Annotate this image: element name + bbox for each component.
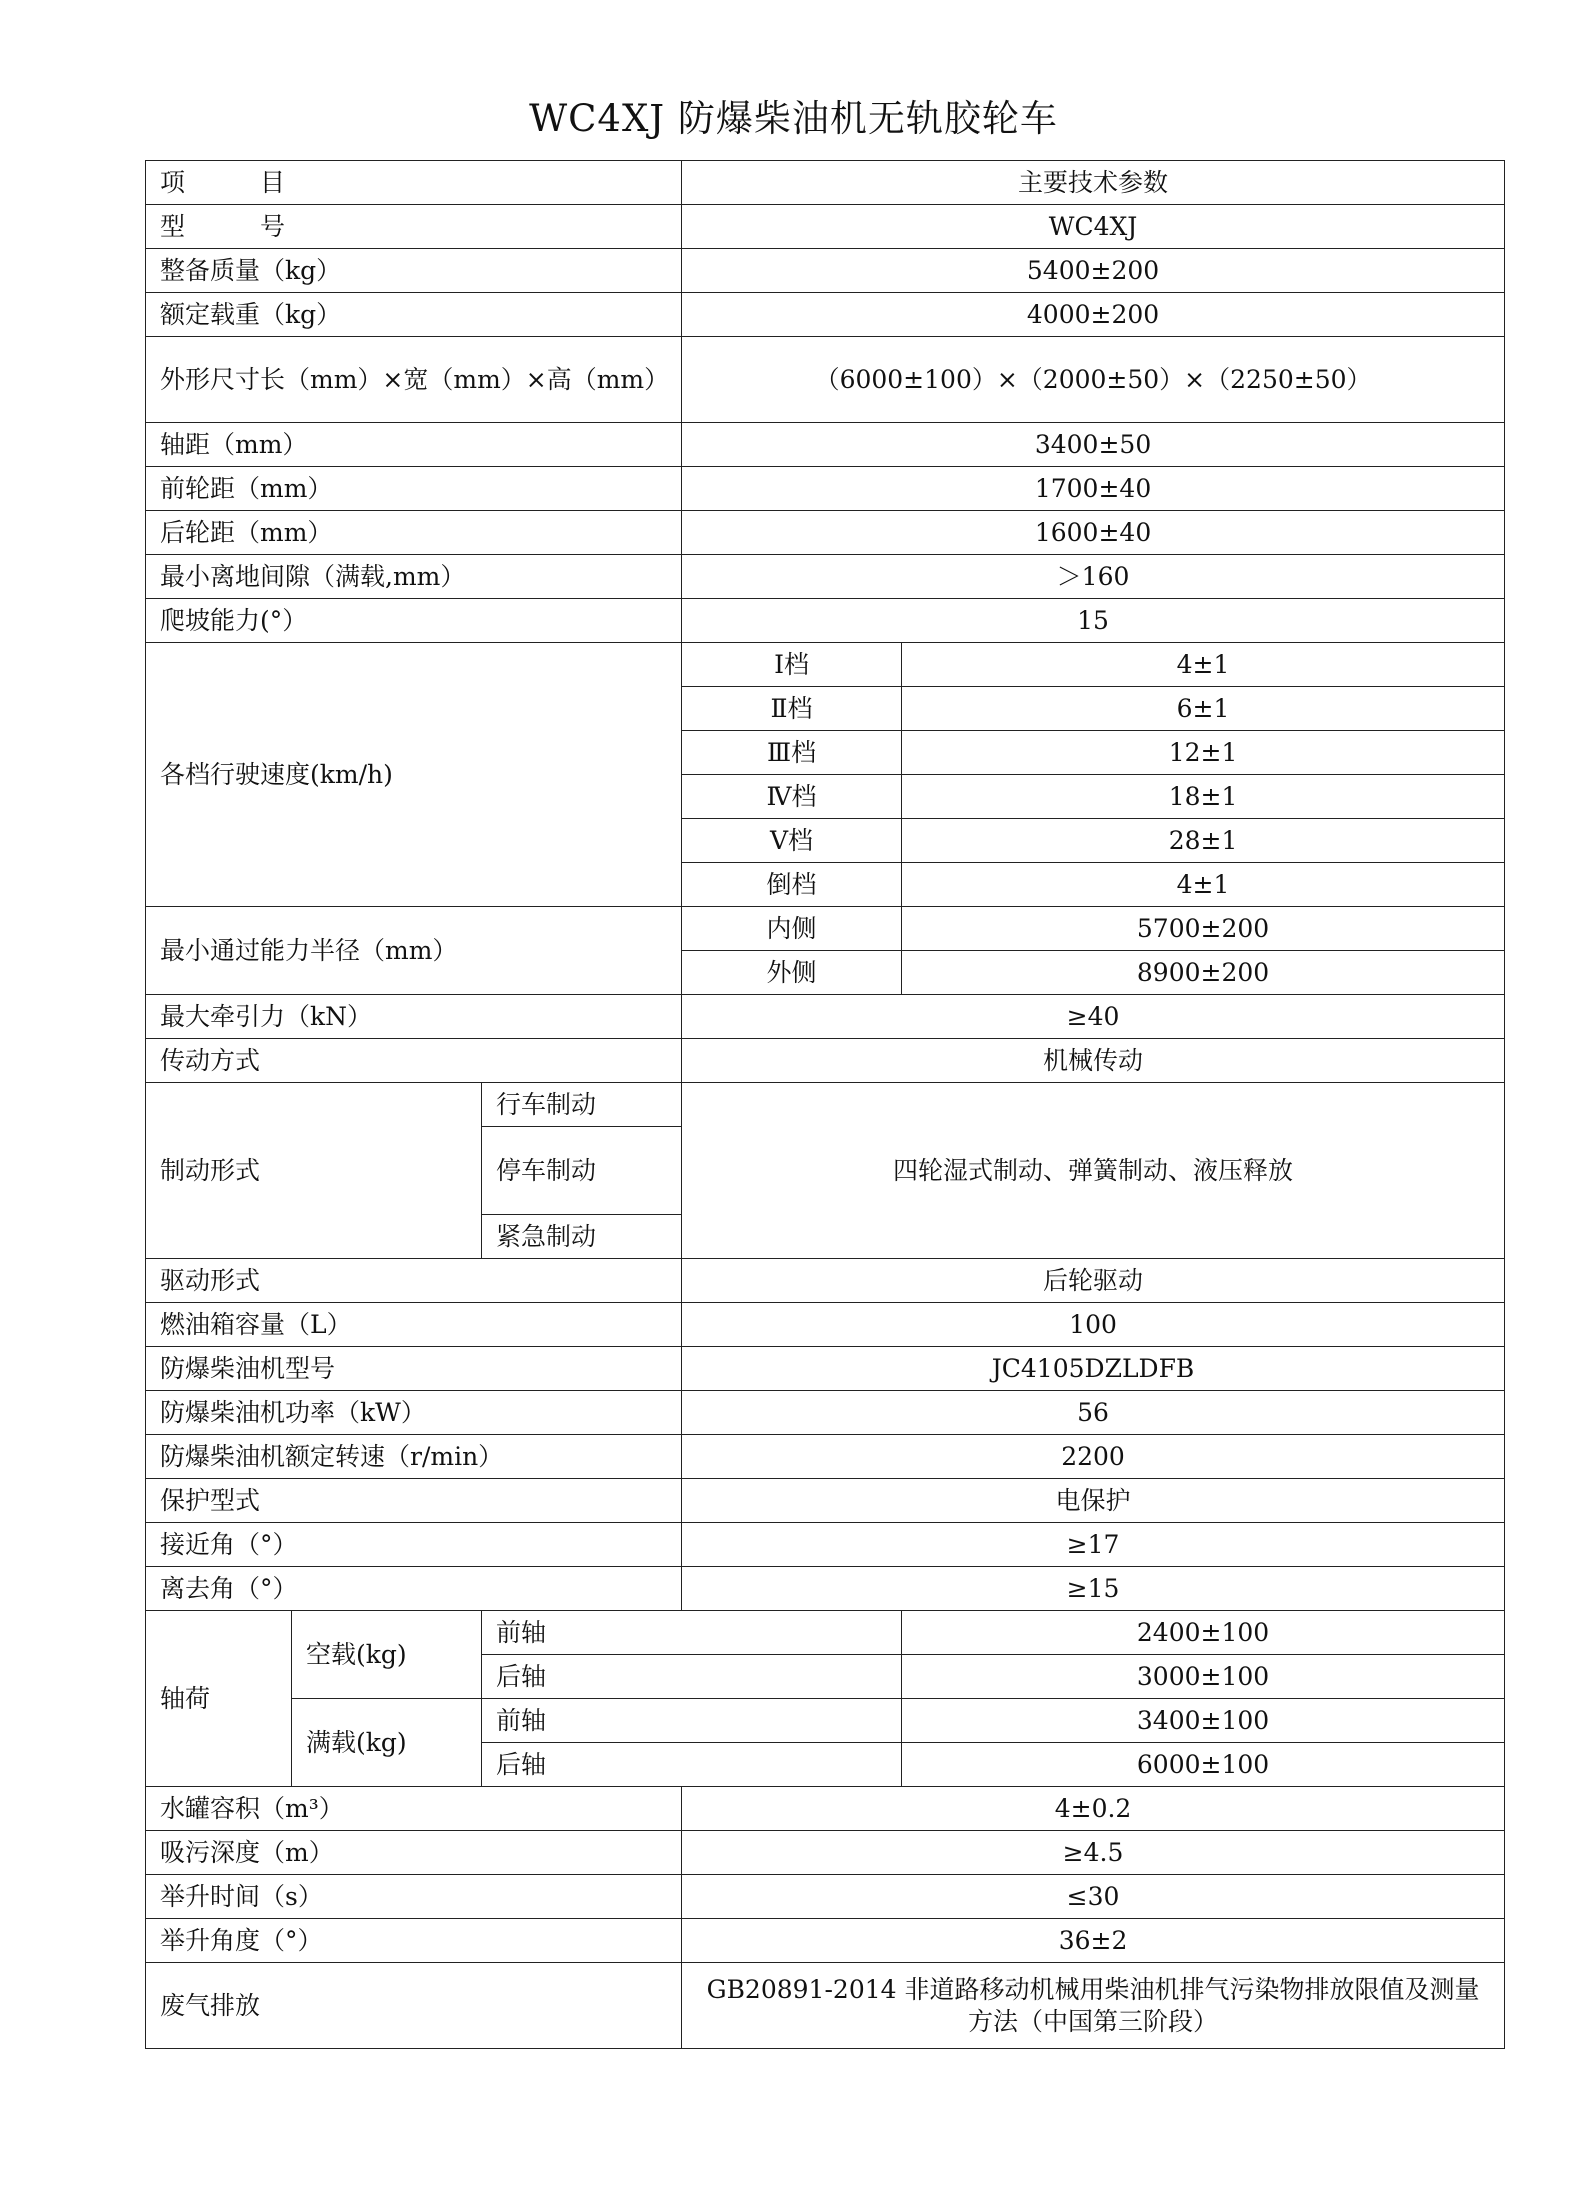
table-row bbox=[146, 205, 1505, 249]
row-label: 举升时间（s） bbox=[146, 1875, 682, 1919]
row-value: 100 bbox=[682, 1303, 1505, 1347]
table-row bbox=[146, 1611, 1505, 1655]
table-row bbox=[146, 995, 1505, 1039]
row-label: 制动形式 bbox=[146, 1083, 482, 1259]
gear-value: 4±1 bbox=[902, 863, 1505, 907]
table-row bbox=[146, 599, 1505, 643]
axle-load-condition: 空载(kg) bbox=[292, 1611, 482, 1699]
row-value: 3400±50 bbox=[682, 423, 1505, 467]
row-value: 4000±200 bbox=[682, 293, 1505, 337]
table-row bbox=[146, 1083, 1505, 1127]
gear-label: 倒档 bbox=[682, 863, 902, 907]
row-value: ≥40 bbox=[682, 995, 1505, 1039]
row-label: 额定载重（kg） bbox=[146, 293, 682, 337]
table-row bbox=[146, 1963, 1505, 2049]
row-label: 防爆柴油机额定转速（r/min） bbox=[146, 1435, 682, 1479]
row-label: 型 号 bbox=[146, 205, 682, 249]
row-label: 爬坡能力(°） bbox=[146, 599, 682, 643]
row-label: 接近角（°） bbox=[146, 1523, 682, 1567]
spec-table bbox=[145, 160, 1505, 2049]
header-param: 主要技术参数 bbox=[682, 161, 1505, 205]
axle-label: 前轴 bbox=[482, 1611, 902, 1655]
table-header-row bbox=[146, 161, 1505, 205]
row-label: 防爆柴油机型号 bbox=[146, 1347, 682, 1391]
radius-value: 5700±200 bbox=[902, 907, 1505, 951]
gear-label: Ⅴ档 bbox=[682, 819, 902, 863]
document-title: WC4XJ 防爆柴油机无轨胶轮车 bbox=[529, 97, 1058, 140]
table-row bbox=[146, 1347, 1505, 1391]
row-value: 56 bbox=[682, 1391, 1505, 1435]
table-row bbox=[146, 1303, 1505, 1347]
brake-type: 停车制动 bbox=[482, 1127, 682, 1215]
row-value: 36±2 bbox=[682, 1919, 1505, 1963]
axle-value: 2400±100 bbox=[902, 1611, 1505, 1655]
row-value: 四轮湿式制动、弹簧制动、液压释放 bbox=[682, 1083, 1505, 1259]
table-row bbox=[146, 1523, 1505, 1567]
table-row bbox=[146, 511, 1505, 555]
table-row bbox=[146, 1479, 1505, 1523]
row-value: WC4XJ bbox=[682, 205, 1505, 249]
row-value: ≤30 bbox=[682, 1875, 1505, 1919]
radius-side: 内侧 bbox=[682, 907, 902, 951]
row-label: 各档行驶速度(km/h) bbox=[146, 643, 682, 907]
gear-value: 28±1 bbox=[902, 819, 1505, 863]
row-value: GB20891-2014 非道路移动机械用柴油机排气污染物排放限值及测量方法（中国第三阶段） bbox=[682, 1963, 1505, 2049]
row-label: 最大牵引力（kN） bbox=[146, 995, 682, 1039]
header-item: 项 目 bbox=[146, 161, 682, 205]
row-label: 最小离地间隙（满载,mm） bbox=[146, 555, 682, 599]
table-row bbox=[146, 1259, 1505, 1303]
row-value: 4±0.2 bbox=[682, 1787, 1505, 1831]
row-value: 后轮驱动 bbox=[682, 1259, 1505, 1303]
row-value: （6000±100）×（2000±50）×（2250±50） bbox=[682, 337, 1505, 423]
gear-label: Ⅰ档 bbox=[682, 643, 902, 687]
radius-side: 外侧 bbox=[682, 951, 902, 995]
table-row bbox=[146, 1435, 1505, 1479]
row-label: 后轮距（mm） bbox=[146, 511, 682, 555]
gear-value: 6±1 bbox=[902, 687, 1505, 731]
row-label: 前轮距（mm） bbox=[146, 467, 682, 511]
table-row bbox=[146, 1567, 1505, 1611]
gear-label: Ⅲ档 bbox=[682, 731, 902, 775]
table-row bbox=[146, 555, 1505, 599]
row-label: 最小通过能力半径（mm） bbox=[146, 907, 682, 995]
row-value: JC4105DZLDFB bbox=[682, 1347, 1505, 1391]
row-value: 1600±40 bbox=[682, 511, 1505, 555]
axle-load-condition: 满载(kg) bbox=[292, 1699, 482, 1787]
gear-value: 12±1 bbox=[902, 731, 1505, 775]
table-row bbox=[146, 1875, 1505, 1919]
row-label: 传动方式 bbox=[146, 1039, 682, 1083]
table-row bbox=[146, 467, 1505, 511]
row-value: 电保护 bbox=[682, 1479, 1505, 1523]
row-label: 燃油箱容量（L） bbox=[146, 1303, 682, 1347]
axle-label: 后轴 bbox=[482, 1655, 902, 1699]
row-value: 机械传动 bbox=[682, 1039, 1505, 1083]
row-value: ≥15 bbox=[682, 1567, 1505, 1611]
gear-value: 4±1 bbox=[902, 643, 1505, 687]
gear-value: 18±1 bbox=[902, 775, 1505, 819]
row-value: 2200 bbox=[682, 1435, 1505, 1479]
row-value: ≥17 bbox=[682, 1523, 1505, 1567]
row-label: 驱动形式 bbox=[146, 1259, 682, 1303]
table-row bbox=[146, 1831, 1505, 1875]
row-value: 15 bbox=[682, 599, 1505, 643]
table-row bbox=[146, 249, 1505, 293]
table-row bbox=[146, 1391, 1505, 1435]
table-row bbox=[146, 423, 1505, 467]
axle-value: 3000±100 bbox=[902, 1655, 1505, 1699]
brake-type: 紧急制动 bbox=[482, 1215, 682, 1259]
row-label: 废气排放 bbox=[146, 1963, 682, 2049]
row-label: 轴荷 bbox=[146, 1611, 292, 1787]
row-label: 轴距（mm） bbox=[146, 423, 682, 467]
row-value: 5400±200 bbox=[682, 249, 1505, 293]
row-label: 保护型式 bbox=[146, 1479, 682, 1523]
row-label: 举升角度（°） bbox=[146, 1919, 682, 1963]
table-row bbox=[146, 337, 1505, 423]
row-label: 水罐容积（m³） bbox=[146, 1787, 682, 1831]
radius-value: 8900±200 bbox=[902, 951, 1505, 995]
axle-value: 6000±100 bbox=[902, 1743, 1505, 1787]
table-row bbox=[146, 1919, 1505, 1963]
gear-label: Ⅳ档 bbox=[682, 775, 902, 819]
table-row bbox=[146, 293, 1505, 337]
row-label: 防爆柴油机功率（kW） bbox=[146, 1391, 682, 1435]
row-label: 离去角（°） bbox=[146, 1567, 682, 1611]
row-value: ≥4.5 bbox=[682, 1831, 1505, 1875]
axle-value: 3400±100 bbox=[902, 1699, 1505, 1743]
table-row bbox=[146, 643, 1505, 687]
row-value: ＞160 bbox=[682, 555, 1505, 599]
row-value: 1700±40 bbox=[682, 467, 1505, 511]
row-label: 整备质量（kg） bbox=[146, 249, 682, 293]
row-label: 外形尺寸长（mm）×宽（mm）×高（mm） bbox=[146, 337, 682, 423]
table-row bbox=[146, 907, 1505, 951]
brake-type: 行车制动 bbox=[482, 1083, 682, 1127]
axle-label: 后轴 bbox=[482, 1743, 902, 1787]
table-row bbox=[146, 1699, 1505, 1743]
table-row bbox=[146, 1787, 1505, 1831]
axle-label: 前轴 bbox=[482, 1699, 902, 1743]
gear-label: Ⅱ档 bbox=[682, 687, 902, 731]
table-row bbox=[146, 1039, 1505, 1083]
row-label: 吸污深度（m） bbox=[146, 1831, 682, 1875]
